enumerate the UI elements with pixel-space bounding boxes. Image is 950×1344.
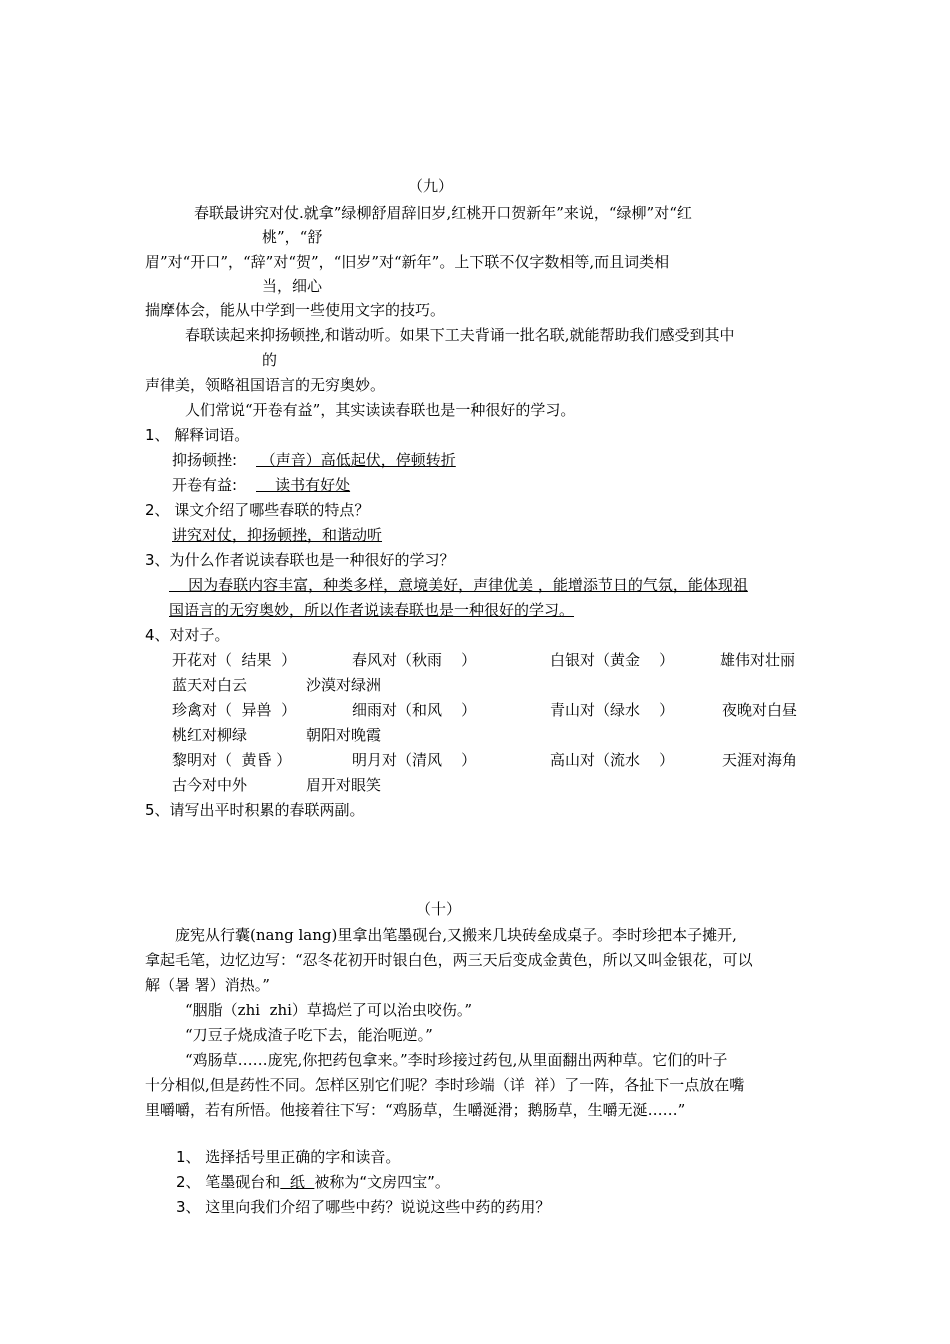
pair-cell: 桃红对柳绿 xyxy=(172,726,248,744)
s9-p1-line1: 春联最讲究对仗.就拿”绿柳舒眉辞旧岁,红桃开口贺新年”来说，“绿柳”对“红 xyxy=(194,204,692,222)
pair-cell: 朝阳对晚霞 xyxy=(306,726,382,744)
s10-q2 xyxy=(176,1171,450,1193)
s9-p1-line2: 眉”对“开口”，“辞”对“贺”，“旧岁”对“新年”。上下联不仅字数相等,而且词类相 xyxy=(145,253,670,271)
s9-p2-line1: 春联读起来抑扬顿挫,和谐动听。如果下工夫背诵一批名联,就能帮助我们感受到其中 xyxy=(185,326,735,344)
s9-q2-answer: 讲究对仗，抑扬顿挫，和谐动听 xyxy=(172,526,383,544)
s10-p1-line2: 拿起毛笔，边忆边写：“忍冬花初开时银白色，两三天后变成金黄色，所以又叫金银花，可以 xyxy=(145,951,753,969)
pair-cell: 雄伟对壮丽 xyxy=(720,651,796,669)
s9-q1-b-label: 开卷有益: xyxy=(172,476,238,494)
s9-q1-a-answer: （声音）高低起伏，停顿转折 xyxy=(256,451,456,469)
s10-p3: “刀豆子烧成渣子吃下去，能治呃逆。” xyxy=(185,1026,433,1044)
s10-p1-line3: 解（暑 署）消热。” xyxy=(145,976,270,994)
pair-cell: 古今对中外 xyxy=(172,776,248,794)
pair-cell: 开花对（ 结果 ） xyxy=(172,651,297,669)
pair-cell: 高山对（流水 ） xyxy=(550,751,675,769)
s9-q3-answer-line2: 国语言的无穷奥妙，所以作者说读春联也是一种很好的学习。 xyxy=(169,601,575,619)
section9-heading: （九） xyxy=(408,177,454,195)
s9-q3-answer-line1: 因为春联内容丰富，种类多样，意境美好，声律优美 ，能增添节日的气氛，能体现祖 xyxy=(169,576,748,594)
s10-q2-suffix: 被称为“文房四宝”。 xyxy=(314,1173,450,1191)
s10-p1-line1: 庞宪从行囊(nang lang)里拿出笔墨砚台,又搬来几块砖垒成桌子。李时珍把本子摊开, xyxy=(175,926,737,944)
section10-heading: （十） xyxy=(416,900,462,918)
pair-cell: 青山对（绿水 ） xyxy=(550,701,675,719)
pair-cell: 夜晚对白昼 xyxy=(722,701,798,719)
pair-cell: 黎明对（ 黄昏 ） xyxy=(172,751,292,769)
s10-q1: 1、 选择括号里正确的字和读音。 xyxy=(176,1148,401,1166)
s9-q1-a-label: 抑扬顿挫: xyxy=(172,451,238,469)
pair-cell: 白银对（黄金 ） xyxy=(550,651,675,669)
s10-q2-blank: 纸 xyxy=(280,1173,315,1191)
s9-p1-line1b: 桃”，“舒 xyxy=(262,228,323,246)
s9-p1-line3: 揣摩体会，能从中学到一些使用文字的技巧。 xyxy=(145,301,446,319)
s9-q5: 5、请写出平时积累的春联两副。 xyxy=(145,801,365,819)
pair-cell: 天涯对海角 xyxy=(722,751,798,769)
pair-cell: 细雨对（和风 ） xyxy=(352,701,477,719)
s10-p4-line2: 十分相似,但是药性不同。怎样区别它们呢？李时珍端（详 祥）了一阵，各扯下一点放在嘴 xyxy=(145,1076,745,1094)
s10-q3: 3、 这里向我们介绍了哪些中药？说说这些中药的药用？ xyxy=(176,1198,551,1216)
s9-p1-line2b: 当，细心 xyxy=(262,277,323,295)
s9-q2: 2、 课文介绍了哪些春联的特点？ xyxy=(145,501,370,519)
pair-cell: 眉开对眼笑 xyxy=(306,776,382,794)
s10-q2-prefix: 2、 笔墨砚台和 xyxy=(176,1173,281,1191)
s9-q1-b-answer: 读书有好处 xyxy=(256,476,351,494)
pair-cell: 明月对（清风 ） xyxy=(352,751,477,769)
s10-p2: “胭脂（zhi zhi）草捣烂了可以治虫咬伤。” xyxy=(185,1001,473,1019)
s10-p4-line3: 里嚼嚼，若有所悟。他接着往下写：“鸡肠草，生嚼涎滑；鹅肠草，生嚼无涎……” xyxy=(145,1101,686,1119)
s9-p2-line2: 声律美，领略祖国语言的无穷奥妙。 xyxy=(145,376,386,394)
pair-cell: 蓝天对白云 xyxy=(172,676,248,694)
s9-q4: 4、对对子。 xyxy=(145,626,230,644)
s9-p2-line1b: 的 xyxy=(262,351,278,369)
s9-q1: 1、 解释词语。 xyxy=(145,426,250,444)
pair-cell: 珍禽对（ 异兽 ） xyxy=(172,701,297,719)
pair-cell: 春风对（秋雨 ） xyxy=(352,651,477,669)
s9-q3: 3、为什么作者说读春联也是一种很好的学习？ xyxy=(145,551,455,569)
s10-p4-line1: “鸡肠草……庞宪,你把药包拿来。”李时珍接过药包,从里面翻出两种草。它们的叶子 xyxy=(185,1051,728,1069)
pair-cell: 沙漠对绿洲 xyxy=(306,676,382,694)
s9-p3: 人们常说“开卷有益”，其实读读春联也是一种很好的学习。 xyxy=(185,401,576,419)
